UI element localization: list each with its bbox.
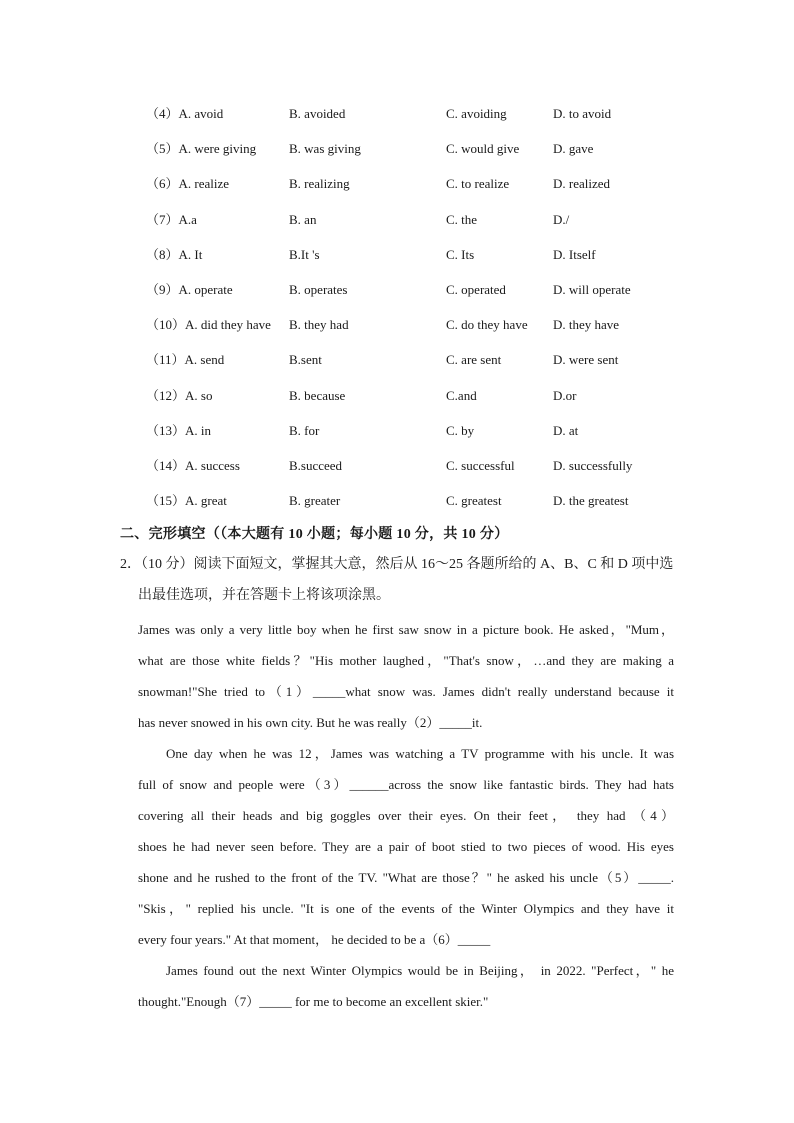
option-row [0, 104, 794, 124]
passage-line: James found out the next Winter Olympics would be in Beijing， in 2022. "Perfect，" he [166, 963, 674, 978]
option-b: B. an [289, 212, 317, 227]
passage-line: has never snowed in his own city. But he was really（2）_____it. [138, 715, 483, 730]
passage-line: covering all their heads and big goggles over their eyes. On their feet， they had （4） [138, 808, 674, 823]
passage-line: snowman!"She tried to（1）_____what snow was. James didn't really understand because it [138, 684, 674, 699]
option-d: D. gave [553, 141, 594, 156]
option-a: （10）A. did they have [146, 317, 271, 332]
option-c: C. Its [446, 247, 475, 262]
option-c: C. by [446, 423, 475, 438]
option-a: （7）A.a [146, 212, 197, 227]
option-b: B.sent [289, 352, 322, 367]
option-row [0, 315, 794, 335]
option-c: C. do they have [446, 317, 528, 332]
passage-paragraph-1 [138, 614, 674, 738]
option-c: C. greatest [446, 493, 502, 508]
option-b: B. for [289, 423, 320, 438]
option-row [0, 456, 794, 476]
option-c: C. successful [446, 458, 515, 473]
question-instruction-line2: 出最佳选项，并在答题卡上将该项涂黑。 [138, 588, 390, 603]
option-row [0, 245, 794, 265]
option-d: D. were sent [553, 352, 619, 367]
option-b: B. because [289, 388, 346, 403]
option-d: D. will operate [553, 282, 631, 297]
option-row [0, 210, 794, 230]
option-a: （14）A. success [146, 458, 240, 473]
option-row [0, 491, 794, 511]
option-a: （12）A. so [146, 388, 213, 403]
option-b: B. operates [289, 282, 348, 297]
passage-line: James was only a very little boy when he first saw snow in a picture book. He asked，"Mum， [138, 622, 674, 637]
passage-line: shone and he rushed to the front of the TV. "What are those？" he asked his uncle（5）_____. [138, 870, 674, 885]
option-a: （13）A. in [146, 423, 212, 438]
passage-line: what are those white fields？"His mother laughed，"That's snow，…and they are making a [138, 653, 674, 668]
option-c: C.and [446, 388, 477, 403]
option-d: D. successfully [553, 458, 633, 473]
option-c: C. operated [446, 282, 506, 297]
option-c: C. are sent [446, 352, 502, 367]
option-a: （11）A. send [146, 352, 225, 367]
option-row [0, 350, 794, 370]
passage-line: shoes he had never seen before. They are a pair of boot stied to two pieces of wood. His eyes [138, 839, 674, 854]
option-c: C. avoiding [446, 106, 507, 121]
question-instruction-line1: 2．（10 分）阅读下面短文，掌握其大意，然后从 16～25 各题所给的 A、B、C 和 D 项中选 [120, 557, 674, 572]
option-b: B. realizing [289, 176, 350, 191]
option-row [0, 421, 794, 441]
option-d: D. realized [553, 176, 611, 191]
option-b: B. was giving [289, 141, 361, 156]
passage-paragraph-2 [138, 738, 674, 955]
option-b: B. they had [289, 317, 349, 332]
option-d: D. Itself [553, 247, 596, 262]
option-a: （4）A. avoid [146, 106, 224, 121]
passage-paragraph-3 [138, 955, 674, 1017]
option-a: （5）A. were giving [146, 141, 257, 156]
option-c: C. to realize [446, 176, 510, 191]
option-b: B. greater [289, 493, 341, 508]
option-d: D. the greatest [553, 493, 629, 508]
option-c: C. would give [446, 141, 520, 156]
option-b: B.It 's [289, 247, 320, 262]
option-a: （15）A. great [146, 493, 227, 508]
option-row [0, 386, 794, 406]
option-row [0, 174, 794, 194]
passage-line: every four years." At that moment， he decided to be a（6）_____ [138, 932, 491, 947]
passage-line: One day when he was 12，James was watching a TV programme with his uncle. It was [166, 746, 674, 761]
option-a: （9）A. operate [146, 282, 233, 297]
option-row [0, 280, 794, 300]
option-a: （8）A. It [146, 247, 203, 262]
option-a: （6）A. realize [146, 176, 230, 191]
option-b: B.succeed [289, 458, 343, 473]
option-b: B. avoided [289, 106, 346, 121]
passage-line: "Skis，" replied his uncle. "It is one of the events of the Winter Olympics and they have it [138, 901, 674, 916]
option-d: D. they have [553, 317, 620, 332]
option-d: D. to avoid [553, 106, 612, 121]
section-title: 二、完形填空（（本大题有 10 小题；每小题 10 分，共 10 分） [120, 527, 509, 542]
option-c: C. the [446, 212, 478, 227]
passage-line: thought."Enough（7）_____ for me to become an excellent skier." [138, 994, 489, 1009]
passage-line: full of snow and people were（3）______across the snow like fantastic birds. They had hats [138, 777, 674, 792]
option-row [0, 139, 794, 159]
option-d: D. at [553, 423, 579, 438]
option-d: D./ [553, 212, 570, 227]
option-d: D.or [553, 388, 577, 403]
